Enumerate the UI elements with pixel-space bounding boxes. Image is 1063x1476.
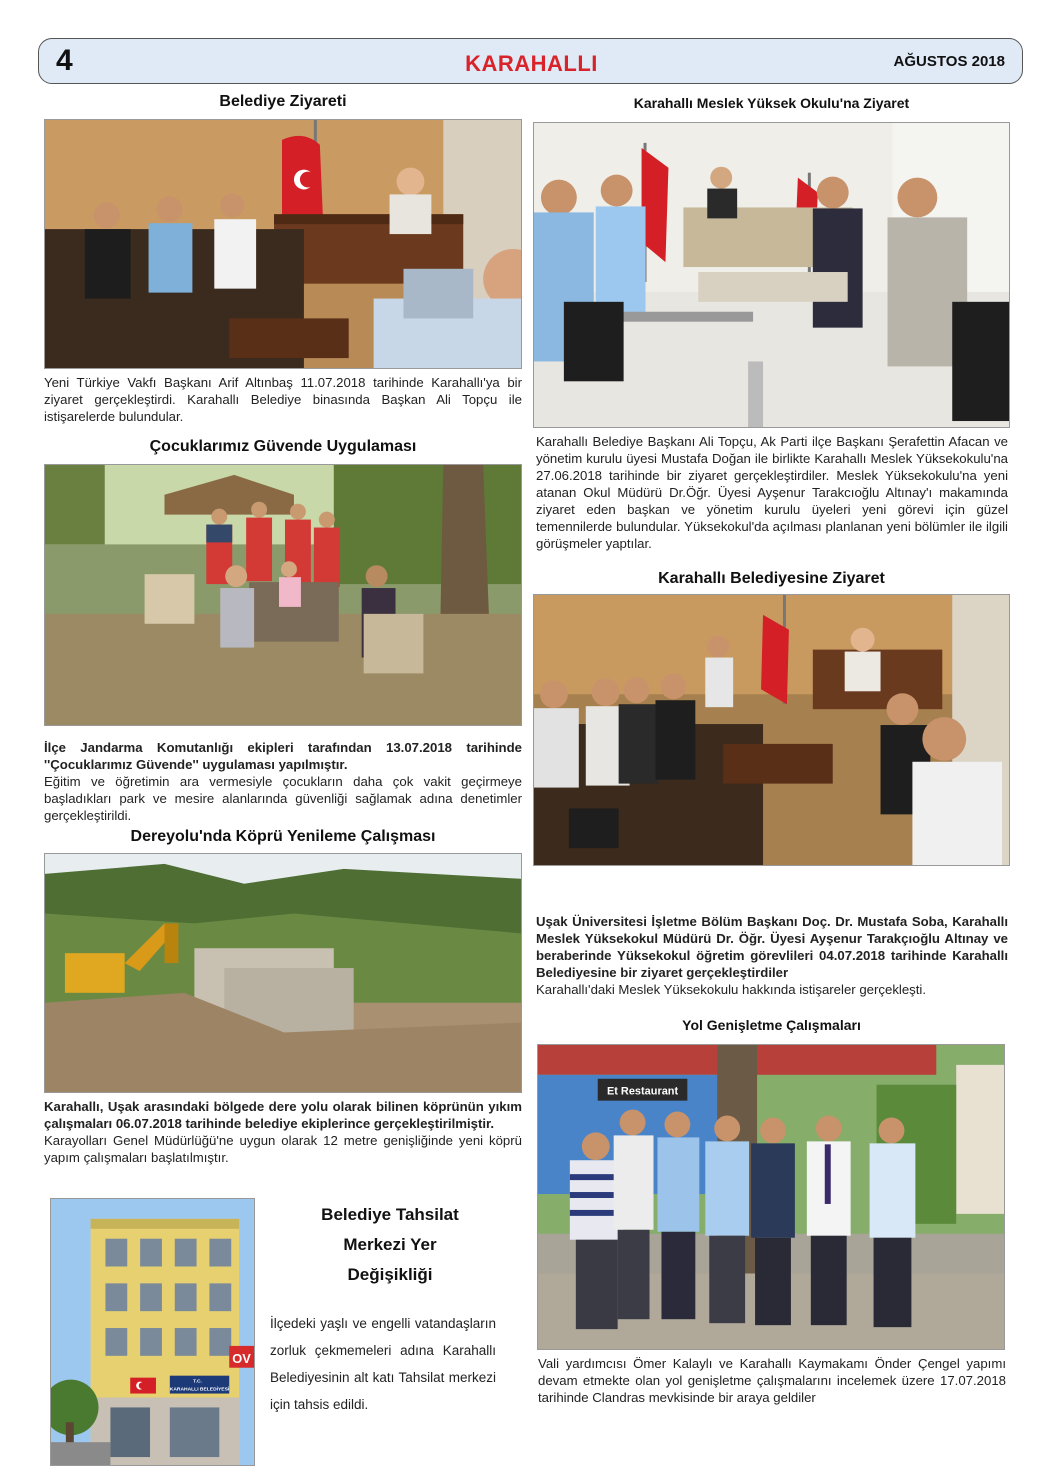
caption-dereyolu [44,1098,522,1166]
caption-myo-ziyaret: Karahallı Belediye Başkanı Ali Topçu, Ak Parti ilçe Başkanı Şerafettin Afacan ve yönetim kurulu üyesi Mustafa Doğan ile birlikte Karahallı Meslek Yüksekokulu'na 27.06.2018 tarihinde bir ziyaret gerçekleştirdiler. Meslek Yüksekokulu'na yeni atanan Okul Müdürü Dr.Öğr. Üyesi Ayşenur Tarakcıoğlu Altınay'ı makamında ziyaret eden başkan ve yönetim kurulu üyeleri yeni görevi için güzel temennilerde bulundular. Yüksekokul'da açılması planlanan yeni bölümler ile ilgili görüşmeler yaptılar. [536,434,1008,551]
caption-yol-genisletme: Vali yardımcısı Ömer Kalaylı ve Karahallı Kaymakamı Önder Çengel yapımı devam etmekte olan yol genişletme çalışmalarını incelemek üzere 17.07.2018 tarihinde Clandras mevkisinde bir araya geldiler [538,1356,1006,1405]
caption-cocuklarimiz-body: Eğitim ve öğretimin ara vermesiyle çocukların daha çok vakit geçirmeye başladıkları park ve mesire alanlarında güvenliği sağlamak adına denetimler gerçekleştirildi. [44,774,522,823]
article-title-yol-genisletme: Yol Genişletme Çalışmaları [682,1017,861,1033]
photo-belediye-ziyareti [44,119,522,369]
article-title-belediye-ziyareti: Belediye Ziyareti [219,93,347,110]
tahsilat-title-line-1: Belediye Tahsilat [321,1205,459,1224]
tahsilat-title-line-3: Değişikliği [347,1265,433,1284]
shop-sign-text: OV [232,1350,251,1366]
tahsilat-title-line-2: Merkezi Yer [343,1235,437,1254]
caption-cocuklarimiz [44,739,522,824]
caption-cocuklarimiz-lead: İlçe Jandarma Komutanlığı ekipleri tarafından 13.07.2018 tarihinde ''Çocuklarımız Güvende'' uygulaması yapılmıştır. [44,740,522,772]
photo-myo-ziyaret [533,122,1010,428]
tahsilat-body: İlçedeki yaşlı ve engelli vatandaşların zorluk çekmemeleri adına Karahallı Belediyesinin alt katı Tahsilat merkezi için tahsis edildi. [270,1316,496,1412]
caption-belediyesine-ziyaret [536,913,1008,998]
photo-cocuklarimiz [44,464,522,726]
caption-dereyolu-body: Karayolları Genel Müdürlüğü'ne uygun olarak 12 metre genişliğinde yeni köprü yapım çalışmaları başlatılmıştır. [44,1133,522,1165]
caption-belediye-ziyareti: Yeni Türkiye Vakfı Başkanı Arif Altınbaş 11.07.2018 tarihinde Karahallı'ya bir ziyaret gerçekleştirdi. Karahallı Belediye binasında Başkan Ali Topçu ile istişarelerde bulundular. [44,375,522,424]
article-title-dereyolu: Dereyolu'nda Köprü Yenileme Çalışması [130,828,436,845]
tc-sign-text: T.C. [193,1379,202,1385]
page-number: 4 [56,44,73,77]
restaurant-sign-text: Et Restaurant [606,1085,679,1098]
article-title-cocuklarimiz: Çocuklarımız Güvende Uygulaması [149,438,417,455]
issue-date: AĞUSTOS 2018 [893,53,1005,70]
caption-belediyesine-ziyaret-lead: Uşak Üniversitesi İşletme Bölüm Başkanı Doç. Dr. Mustafa Soba, Karahallı Meslek Yüksekokul Müdürü Dr. Öğr. Üyesi Ayşenur Tarakçıoğlu Altınay ve beraberinde Yüksekokul öğretim görevlileri 04.07.2018 tarihinde Karahallı Belediyesine bir ziyaret gerçekleştirdiler [536,914,1008,980]
newspaper-title: KARAHALLI [465,51,598,76]
municipality-sign-text: KARAHALLI BELEDİYESİ [169,1387,230,1393]
article-title-myo-ziyaret: Karahallı Meslek Yüksek Okulu'na Ziyaret [633,95,910,111]
photo-tahsilat-merkezi [50,1198,255,1466]
article-title-belediyesine-ziyaret: Karahallı Belediyesine Ziyaret [658,570,885,587]
caption-belediyesine-ziyaret-body: Karahallı'daki Meslek Yüksekokulu hakkında istişareler gerçekleşti. [536,982,927,997]
photo-dereyolu [44,853,522,1093]
photo-yol-genisletme [537,1044,1005,1350]
article-title-tahsilat [272,1200,508,1290]
caption-dereyolu-lead: Karahallı, Uşak arasındaki bölgede dere yolu olarak bilinen köprünün yıkım çalışmaları 06.07.2018 tarihinde belediye ekiplerince gerçekleştirilmiştir. [44,1099,522,1131]
photo-belediyesine-ziyaret [533,594,1010,866]
